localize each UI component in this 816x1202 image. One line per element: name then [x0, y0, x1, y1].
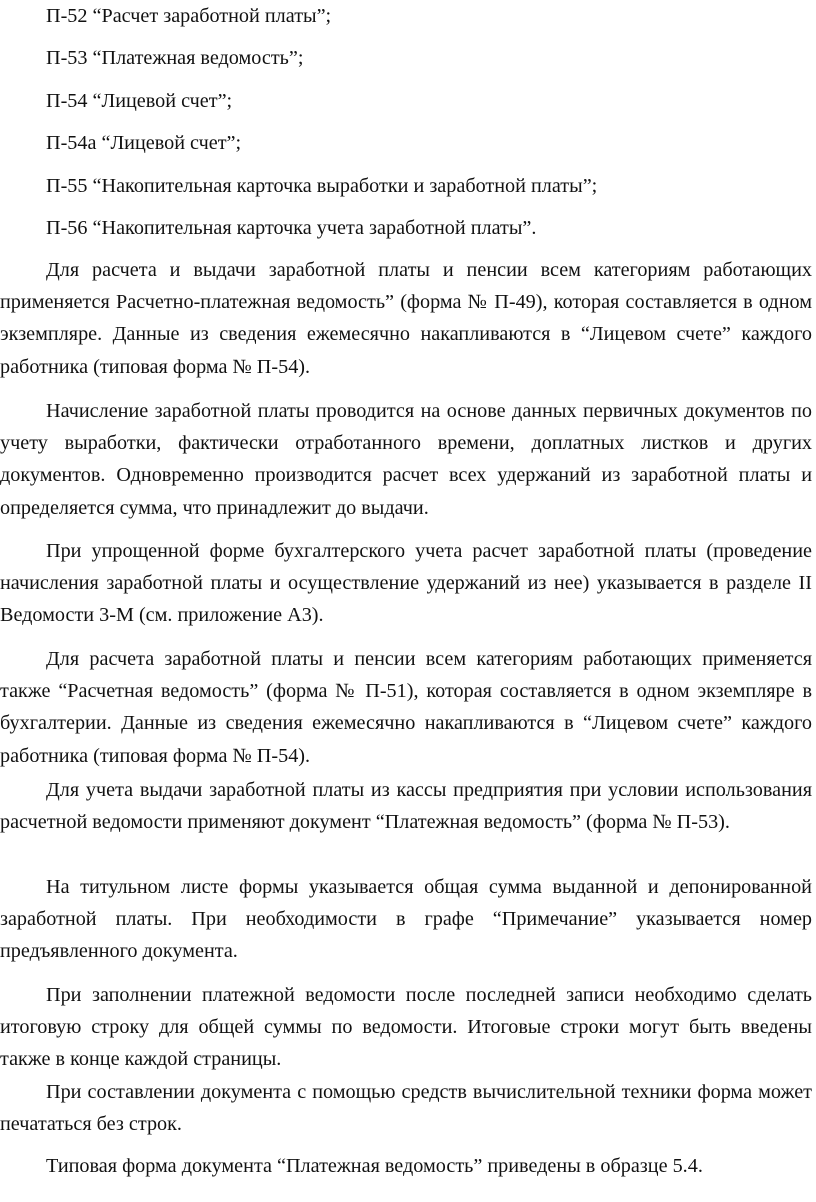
paragraph-title-sheet: На титульном листе формы указывается общая сумма выданной и депонированной заработной платы. При необходимости в графе “Примечание” указывается номер предъявленного документа.	[0, 876, 812, 963]
paragraph-summary-line: При заполнении платежной ведомости после последней записи необходимо сделать итоговую строку для общей суммы по ведомости. Итоговые строки могут быть введены также в конце каждой страницы.	[0, 984, 812, 1071]
paragraph-sample-reference: Типовая форма документа “Платежная ведомость” приведены в образце 5.4.	[46, 1155, 703, 1177]
paragraph-accrual: Начисление заработной платы проводится на основе данных первичных документов по учету выработки, фактически отработанного времени, доплатных листков и других документов. Одновременно производится расчет всех удержаний из заработной платы и определяется сумма, что принадлежит до выдачи.	[0, 400, 812, 519]
paragraph-payroll-statement: Для расчета и выдачи заработной платы и пенсии всем категориям работающих применяется Расчетно-платежная ведомость” (форма № П-49), которая составляется в одном экземпляре. Данные из сведения ежемесячно накапливаются в “Лицевом счете” каждого работника (типовая форма № П-54).	[0, 259, 812, 378]
paragraph-calculation-statement: Для расчета заработной платы и пенсии всем категориям работающих применяется также “Расчетная ведомость” (форма № П-51), которая составляется в одном экземпляре в бухгалтерии. Данные из сведения ежемесячно накапливаются в “Лицевом счете” каждого работника (типовая форма № П-54).	[0, 648, 812, 767]
paragraph-computer-printing: При составлении документа с помощью средств вычислительной техники форма может печататься без строк.	[0, 1081, 812, 1136]
paragraph-simplified-form: При упрощенной форме бухгалтерского учета расчет заработной платы (проведение начисления заработной платы и осуществление удержаний из нее) указывается в разделе II Ведомости 3-М (см. приложение А3).	[0, 540, 812, 627]
form-list-item-p54: П-54 “Лицевой счет”;	[46, 90, 233, 112]
form-list-item-p55: П-55 “Накопительная карточка выработки и заработной платы”;	[46, 175, 598, 197]
paragraph-cash-issue: Для учета выдачи заработной платы из кассы предприятия при условии использования расчетной ведомости применяют документ “Платежная ведомость” (форма № П-53).	[0, 779, 812, 834]
form-list-item-p56: П-56 “Накопительная карточка учета заработной платы”.	[46, 217, 537, 239]
form-list-item-p53: П-53 “Платежная ведомость”;	[46, 47, 304, 69]
form-list-item-p54a: П-54а “Лицевой счет”;	[46, 132, 242, 154]
form-list-item-p52: П-52 “Расчет заработной платы”;	[46, 5, 332, 27]
